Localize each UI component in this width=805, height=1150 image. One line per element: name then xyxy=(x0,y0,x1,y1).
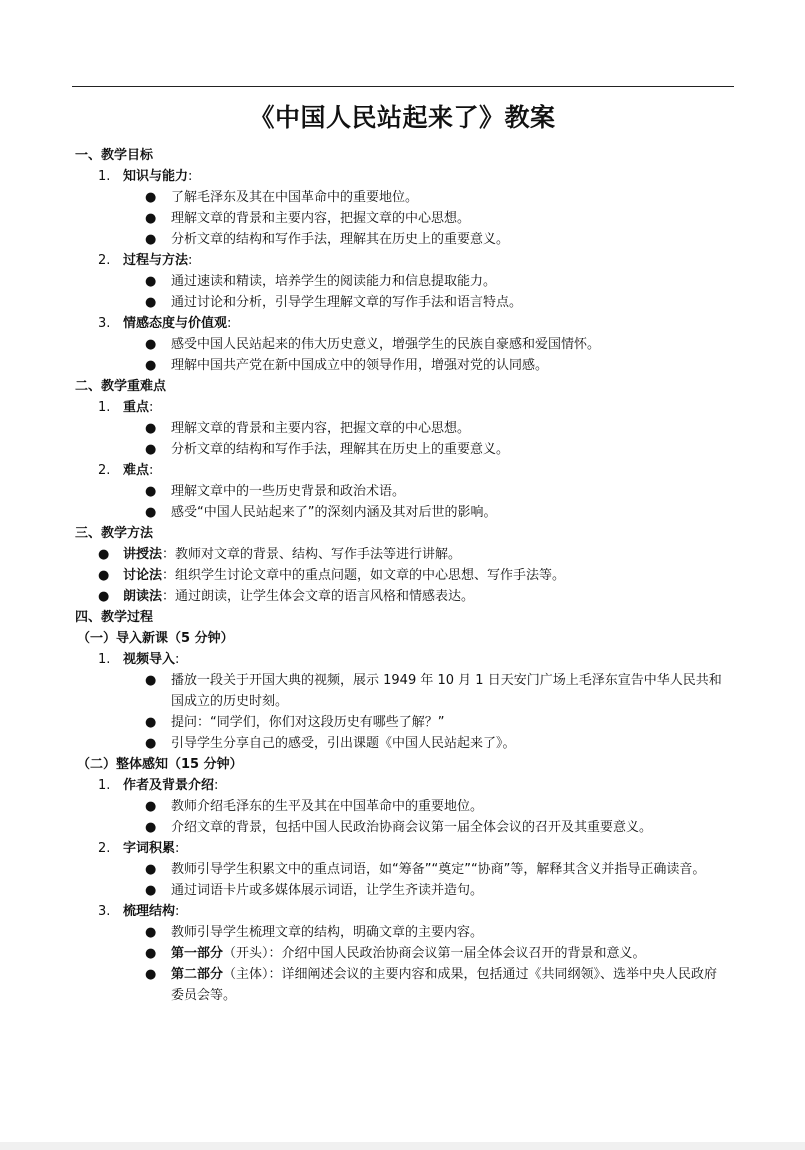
bullet-dot-icon: ● xyxy=(145,946,157,961)
numbered-item xyxy=(0,250,805,271)
method-label: 讲授法 xyxy=(123,547,163,562)
bullet-dot-icon: ● xyxy=(145,715,157,730)
page-title: 《中国人民站起来了》教案 xyxy=(249,103,556,132)
page-bottom-margin xyxy=(0,1142,805,1150)
bullet-item xyxy=(0,733,805,754)
part-label: 第二部分 xyxy=(171,967,224,982)
bullet-dot-icon: ● xyxy=(145,274,157,289)
item-colon: : xyxy=(227,316,232,331)
part-label: 第一部分 xyxy=(171,946,224,961)
bullet-item xyxy=(0,796,805,817)
item-colon: : xyxy=(175,904,180,919)
bullet-text: 播放一段关于开国大典的视频，展示 1949 年 10 月 1 日天安门广场上毛泽东宣告中华人民共和国成立的历史时刻。 xyxy=(171,673,722,709)
method-label: 讨论法 xyxy=(123,568,163,583)
item-label: 梳理结构 xyxy=(123,904,176,919)
bullet-dot-icon: ● xyxy=(145,799,157,814)
bullet-text: 教师介绍毛泽东的生平及其在中国革命中的重要地位。 xyxy=(171,799,484,814)
bullet-dot-icon: ● xyxy=(145,421,157,436)
item-label: 过程与方法 xyxy=(123,253,189,268)
item-number: 1. xyxy=(98,778,111,793)
bullet-text: 感受“中国人民站起来了”的深刻内涵及其对后世的影响。 xyxy=(171,505,497,520)
item-label: 难点 xyxy=(123,463,150,478)
method-text: ：组织学生讨论文章中的重点问题，如文章的中心思想、写作手法等。 xyxy=(162,568,566,583)
item-label: 作者及背景介绍 xyxy=(123,778,215,793)
item-label: 字词积累 xyxy=(123,841,176,856)
item-number: 1. xyxy=(98,652,111,667)
bullet-item xyxy=(0,880,805,901)
bullet-item xyxy=(0,418,805,439)
bullet-item xyxy=(0,334,805,355)
bullet-item xyxy=(0,943,805,964)
item-colon: : xyxy=(175,841,180,856)
bullet-item xyxy=(0,271,805,292)
bullet-text: 感受中国人民站起来的伟大历史意义，增强学生的民族自豪感和爱国情怀。 xyxy=(171,337,601,352)
item-number: 1. xyxy=(98,169,111,184)
header-rule xyxy=(72,86,734,87)
bullet-text: 通过讨论和分析，引导学生理解文章的写作手法和语言特点。 xyxy=(171,295,523,310)
document-body xyxy=(0,145,805,1006)
bullet-text: 教师引导学生积累文中的重点词语，如“筹备”“奠定”“协商”等，解释其含义并指导正确读音。 xyxy=(171,862,706,877)
bullet-text: 理解文章中的一些历史背景和政治术语。 xyxy=(171,484,406,499)
numbered-item xyxy=(0,649,805,670)
bullet-item xyxy=(0,208,805,229)
bullet-dot-icon: ● xyxy=(145,883,157,898)
part-text: （主体）：详细阐述会议的主要内容和成果，包括通过《共同纲领》、选举中央人民政府委员会等。 xyxy=(171,967,718,1003)
bullet-dot-icon: ● xyxy=(145,295,157,310)
bullet-item xyxy=(0,292,805,313)
bullet-dot-icon: ● xyxy=(145,442,157,457)
bullet-dot-icon: ● xyxy=(145,862,157,877)
bullet-item xyxy=(0,670,805,712)
bullet-text: 提问：“同学们，你们对这段历史有哪些了解？” xyxy=(171,715,445,730)
item-number: 2. xyxy=(98,841,111,856)
item-number: 1. xyxy=(98,400,111,415)
bullet-dot-icon: ● xyxy=(98,568,110,583)
bullet-dot-icon: ● xyxy=(145,820,157,835)
bullet-item xyxy=(0,502,805,523)
item-number: 3. xyxy=(98,316,111,331)
section-heading: 二、教学重难点 xyxy=(75,379,167,394)
bullet-dot-icon: ● xyxy=(145,505,157,520)
section-heading: 四、教学过程 xyxy=(75,610,154,625)
bullet-dot-icon: ● xyxy=(145,925,157,940)
bullet-dot-icon: ● xyxy=(145,967,157,982)
item-number: 2. xyxy=(98,253,111,268)
bullet-dot-icon: ● xyxy=(145,673,157,688)
numbered-item xyxy=(0,313,805,334)
item-number: 3. xyxy=(98,904,111,919)
item-number: 2. xyxy=(98,463,111,478)
item-label: 重点 xyxy=(123,400,150,415)
bullet-text: 介绍文章的背景，包括中国人民政治协商会议第一届全体会议的召开及其重要意义。 xyxy=(171,820,653,835)
bullet-dot-icon: ● xyxy=(145,484,157,499)
bullet-item xyxy=(0,586,805,607)
item-colon: : xyxy=(149,400,154,415)
bullet-dot-icon: ● xyxy=(145,211,157,226)
bullet-dot-icon: ● xyxy=(145,337,157,352)
numbered-item xyxy=(0,838,805,859)
bullet-text: 分析文章的结构和写作手法，理解其在历史上的重要意义。 xyxy=(171,232,510,247)
bullet-dot-icon: ● xyxy=(145,358,157,373)
bullet-item xyxy=(0,187,805,208)
bullet-item xyxy=(0,229,805,250)
bullet-text: 教师引导学生梳理文章的结构，明确文章的主要内容。 xyxy=(171,925,484,940)
method-label: 朗读法 xyxy=(123,589,163,604)
part-text: （开头）：介绍中国人民政治协商会议第一届全体会议召开的背景和意义。 xyxy=(223,946,646,961)
bullet-item xyxy=(0,712,805,733)
bullet-item xyxy=(0,922,805,943)
subsection-heading: （二）整体感知（15 分钟） xyxy=(77,757,243,772)
numbered-item xyxy=(0,397,805,418)
bullet-text: 了解毛泽东及其在中国革命中的重要地位。 xyxy=(171,190,419,205)
bullet-item xyxy=(0,481,805,502)
bullet-text: 理解文章的背景和主要内容，把握文章的中心思想。 xyxy=(171,211,471,226)
item-label: 视频导入 xyxy=(123,652,176,667)
bullet-text: 通过词语卡片或多媒体展示词语，让学生齐读并造句。 xyxy=(171,883,484,898)
bullet-dot-icon: ● xyxy=(98,547,110,562)
section-heading: 一、教学目标 xyxy=(75,148,154,163)
method-text: ：通过朗读，让学生体会文章的语言风格和情感表达。 xyxy=(162,589,475,604)
bullet-text: 理解文章的背景和主要内容，把握文章的中心思想。 xyxy=(171,421,471,436)
bullet-item xyxy=(0,439,805,460)
method-text: ：教师对文章的背景、结构、写作手法等进行讲解。 xyxy=(162,547,462,562)
numbered-item xyxy=(0,775,805,796)
item-label: 知识与能力 xyxy=(123,169,189,184)
subsection-heading: （一）导入新课（5 分钟） xyxy=(77,631,234,646)
item-label: 情感态度与价值观 xyxy=(123,316,228,331)
section-heading: 三、教学方法 xyxy=(75,526,154,541)
numbered-item xyxy=(0,166,805,187)
item-colon: : xyxy=(149,463,154,478)
bullet-item xyxy=(0,964,805,1006)
bullet-item xyxy=(0,859,805,880)
bullet-dot-icon: ● xyxy=(98,589,110,604)
bullet-item xyxy=(0,565,805,586)
bullet-item xyxy=(0,544,805,565)
bullet-text: 理解中国共产党在新中国成立中的领导作用，增强对党的认同感。 xyxy=(171,358,549,373)
numbered-item xyxy=(0,901,805,922)
bullet-dot-icon: ● xyxy=(145,736,157,751)
bullet-text: 引导学生分享自己的感受，引出课题《中国人民站起来了》。 xyxy=(171,736,516,751)
bullet-item xyxy=(0,355,805,376)
item-colon: : xyxy=(214,778,219,793)
bullet-text: 分析文章的结构和写作手法，理解其在历史上的重要意义。 xyxy=(171,442,510,457)
numbered-item xyxy=(0,460,805,481)
bullet-dot-icon: ● xyxy=(145,190,157,205)
item-colon: : xyxy=(188,169,193,184)
bullet-text: 通过速读和精读，培养学生的阅读能力和信息提取能力。 xyxy=(171,274,497,289)
item-colon: : xyxy=(188,253,193,268)
bullet-dot-icon: ● xyxy=(145,232,157,247)
bullet-item xyxy=(0,817,805,838)
item-colon: : xyxy=(175,652,180,667)
